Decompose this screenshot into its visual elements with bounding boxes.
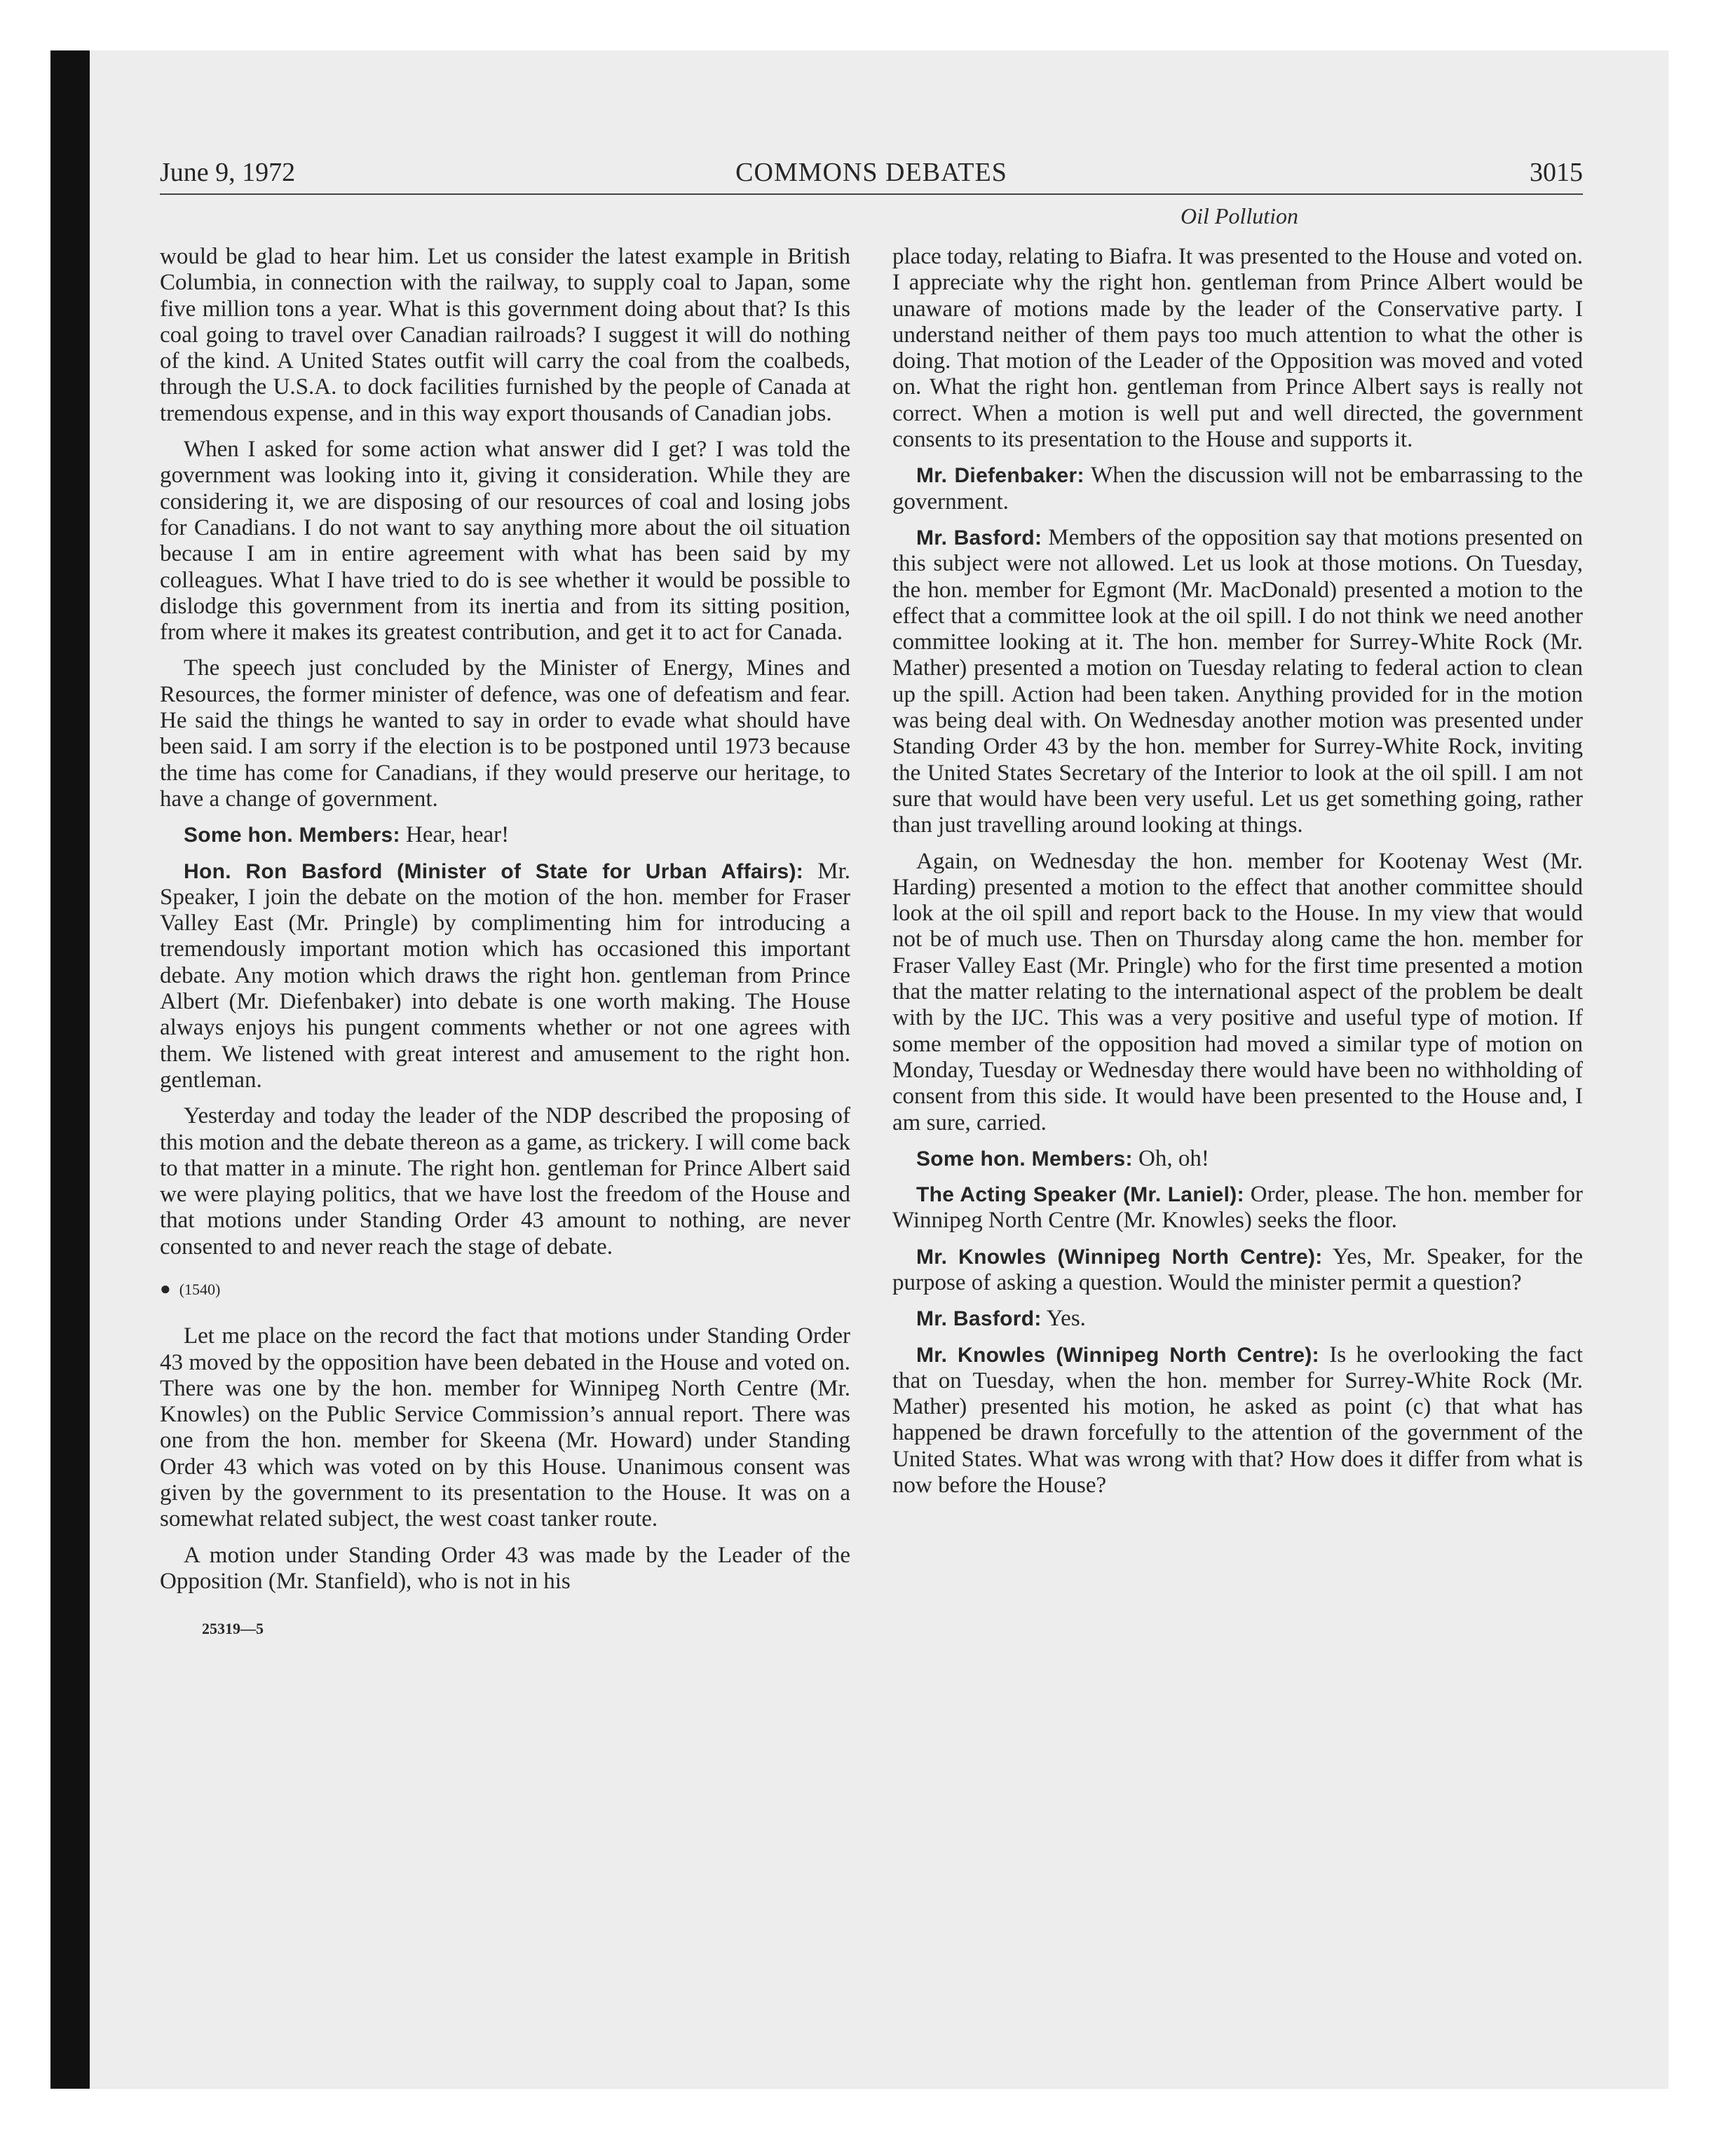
header-date: June 9, 1972 <box>160 158 296 187</box>
speech-text: When the discussion will not be embarrassing to the government. <box>892 463 1583 514</box>
speech-text: Yes, Mr. Speaker, for the purpose of asking a question. Would the minister permit a question? <box>892 1243 1583 1295</box>
speaker-name: The Acting Speaker (Mr. Laniel): <box>916 1183 1244 1207</box>
speech <box>160 822 850 848</box>
page-footnote: 25319—5 <box>202 1620 264 1638</box>
header-title: COMMONS DEBATES <box>735 158 1007 187</box>
speech <box>892 1146 1583 1172</box>
right-column <box>892 244 1583 1508</box>
speaker-name: Mr. Basford: <box>916 1307 1042 1331</box>
speech-text: Mr. Speaker, I join the debate on the motion of the hon. member for Fraser Valley East (Mr. Pringle) by complimenting him for introducing a tremendously important motion which has occasioned this important debate. Any motion which draws the right hon. gentleman from Prince Albert (Mr. Diefenbaker) into debate is one worth making. The House always enjoys his pungent comments whether or not one agrees with them. We listened with great interest and amusement to the right hon. gentleman. <box>160 858 850 1093</box>
speaker-name: Some hon. Members: <box>916 1147 1133 1171</box>
speech <box>892 463 1583 515</box>
time-marker <box>160 1276 850 1302</box>
left-column <box>160 244 850 1642</box>
paragraph: Yesterday and today the leader of the NDP described the proposing of this motion and the debate thereon as a game, as trickery. I will come back to that matter in a minute. The right hon. gentleman for Prince Albert said we were playing politics, that we have lost the freedom of the House and that motions under Standing Order 43 amount to nothing, are never consented to and never reach the stage of debate. <box>160 1103 850 1260</box>
speech-text: Hear, hear! <box>400 822 510 848</box>
paragraph: Again, on Wednesday the hon. member for Kootenay West (Mr. Harding) presented a motion to the effect that another committee should look at the oil spill and report back to the House. In my view that would not be of much use. Then on Thursday along came the hon. member for Fraser Valley East (Mr. Pringle) who for the first time presented a motion that the matter relating to the international aspect of the problem be dealt with by the IJC. This was a very positive and useful type of motion. If some member of the opposition had moved a similar type of motion on Monday, Tuesday or Wednesday there would have been no withholding of consent from this side. It would have been presented to the House and, I am sure, carried. <box>892 848 1583 1135</box>
speaker-name: Mr. Diefenbaker: <box>916 464 1084 488</box>
speech <box>892 1244 1583 1297</box>
paragraph: The speech just concluded by the Minister of Energy, Mines and Resources, the former minister of defence, was one of defeatism and fear. He said the things he wanted to say in order to evade what should have been said. I am sorry if the election is to be postponed until 1973 because the time has come for Canadians, if they would preserve our heritage, to have a change of government. <box>160 655 850 812</box>
topic-heading: Oil Pollution <box>1181 203 1298 228</box>
speech <box>892 1306 1583 1332</box>
speech-text: Order, please. The hon. member for Winnipeg North Centre (Mr. Knowles) seeks the floor. <box>892 1182 1583 1234</box>
speech <box>892 1182 1583 1234</box>
speaker-name: Some hon. Members: <box>184 824 400 847</box>
speech-text: Yes. <box>1041 1306 1086 1332</box>
page-number: 3015 <box>1530 158 1583 187</box>
paragraph: place today, relating to Biafra. It was presented to the House and voted on. I appreciate why the right hon. gentleman from Prince Albert would be unaware of motions made by the leader of the Conservative party. I understand neither of them pays too much attention to what the other is doing. That motion of the Leader of the Opposition was moved and voted on. What the right hon. gentleman from Prince Albert says is really not correct. When a motion is well put and well directed, the government consents to its presentation to the House and supports it. <box>892 244 1583 453</box>
speaker-name: Mr. Basford: <box>916 526 1042 550</box>
paragraph: A motion under Standing Order 43 was made by the Leader of the Opposition (Mr. Stanfield), who is not in his <box>160 1542 850 1594</box>
time-marker-text: (1540) <box>179 1280 221 1298</box>
speech <box>892 1342 1583 1499</box>
speaker-name: Mr. Knowles (Winnipeg North Centre): <box>916 1343 1319 1367</box>
paragraph: When I asked for some action what answer did I get? I was told the government was looking into it, giving it consideration. While they are considering it, we are disposing of our resources of coal and losing jobs for Canadians. I do not want to say anything more about the oil situation because I am in entire agreement with what has been said by my colleagues. What I have tried to do is see whether it would be possible to dislodge this government from its inertia and from its sitting position, from where it makes its greatest contribution, and get it to act for Canada. <box>160 437 850 646</box>
bullet-icon: ● <box>160 1278 171 1299</box>
binding-edge <box>50 50 90 2089</box>
speaker-name: Mr. Knowles (Winnipeg North Centre): <box>916 1245 1323 1269</box>
speech <box>160 859 850 1094</box>
speech <box>892 525 1583 839</box>
speaker-name: Hon. Ron Basford (Minister of State for Urban Affairs): <box>184 859 804 883</box>
speech-text: Members of the opposition say that motions presented on this subject were not allowed. Let us look at those motions. On Tuesday, the hon. member for Egmont (Mr. MacDonald) presented a motion to the effect that a committee look at the oil spill. I do not think we need another committee looking at it. The hon. member for Surrey-White Rock (Mr. Mather) presented a motion on Tuesday relating to federal action to clean up the spill. Action had been taken. Anything provided for in the motion was being deal with. On Wednesday another motion was presented under Standing Order 43 by the hon. member for Surrey-White Rock, inviting the United States Secretary of the Interior to look at the oil spill. I am not sure that would have been very useful. Let us get something going, rather than just travelling around looking at things. <box>892 524 1583 838</box>
paragraph: Let me place on the record the fact that motions under Standing Order 43 moved by the opposition have been debated in the House and voted on. There was one by the hon. member for Winnipeg North Centre (Mr. Knowles) on the Public Service Commission’s annual report. There was one from the hon. member for Skeena (Mr. Howard) under Standing Order 43 which was voted on by this House. Unanimous consent was given by the government to its presentation to the House. It was on a somewhat related subject, the west coast tanker route. <box>160 1323 850 1532</box>
paragraph: would be glad to hear him. Let us consider the latest example in British Columbia, in connection with the railway, to supply coal to Japan, some five million tons a year. What is this government doing about that? Is this coal going to travel over Canadian railroads? I suggest it will do nothing of the kind. A United States outfit will carry the coal from the coalbeds, through the U.S.A. to dock facilities furnished by the people of Canada at tremendous expense, and in this way export thousands of Canadian jobs. <box>160 244 850 426</box>
speech-text: Is he overlooking the fact that on Tuesday, when the hon. member for Surrey-White Rock (Mr. Mather) presented his motion, he asked as point (c) that what has happened be drawn forcefully to the attention of the government of the United States. What was wrong with that? How does it differ from what is now before the House? <box>892 1342 1583 1499</box>
speech-text: Oh, oh! <box>1132 1145 1209 1171</box>
running-header <box>160 154 1583 195</box>
